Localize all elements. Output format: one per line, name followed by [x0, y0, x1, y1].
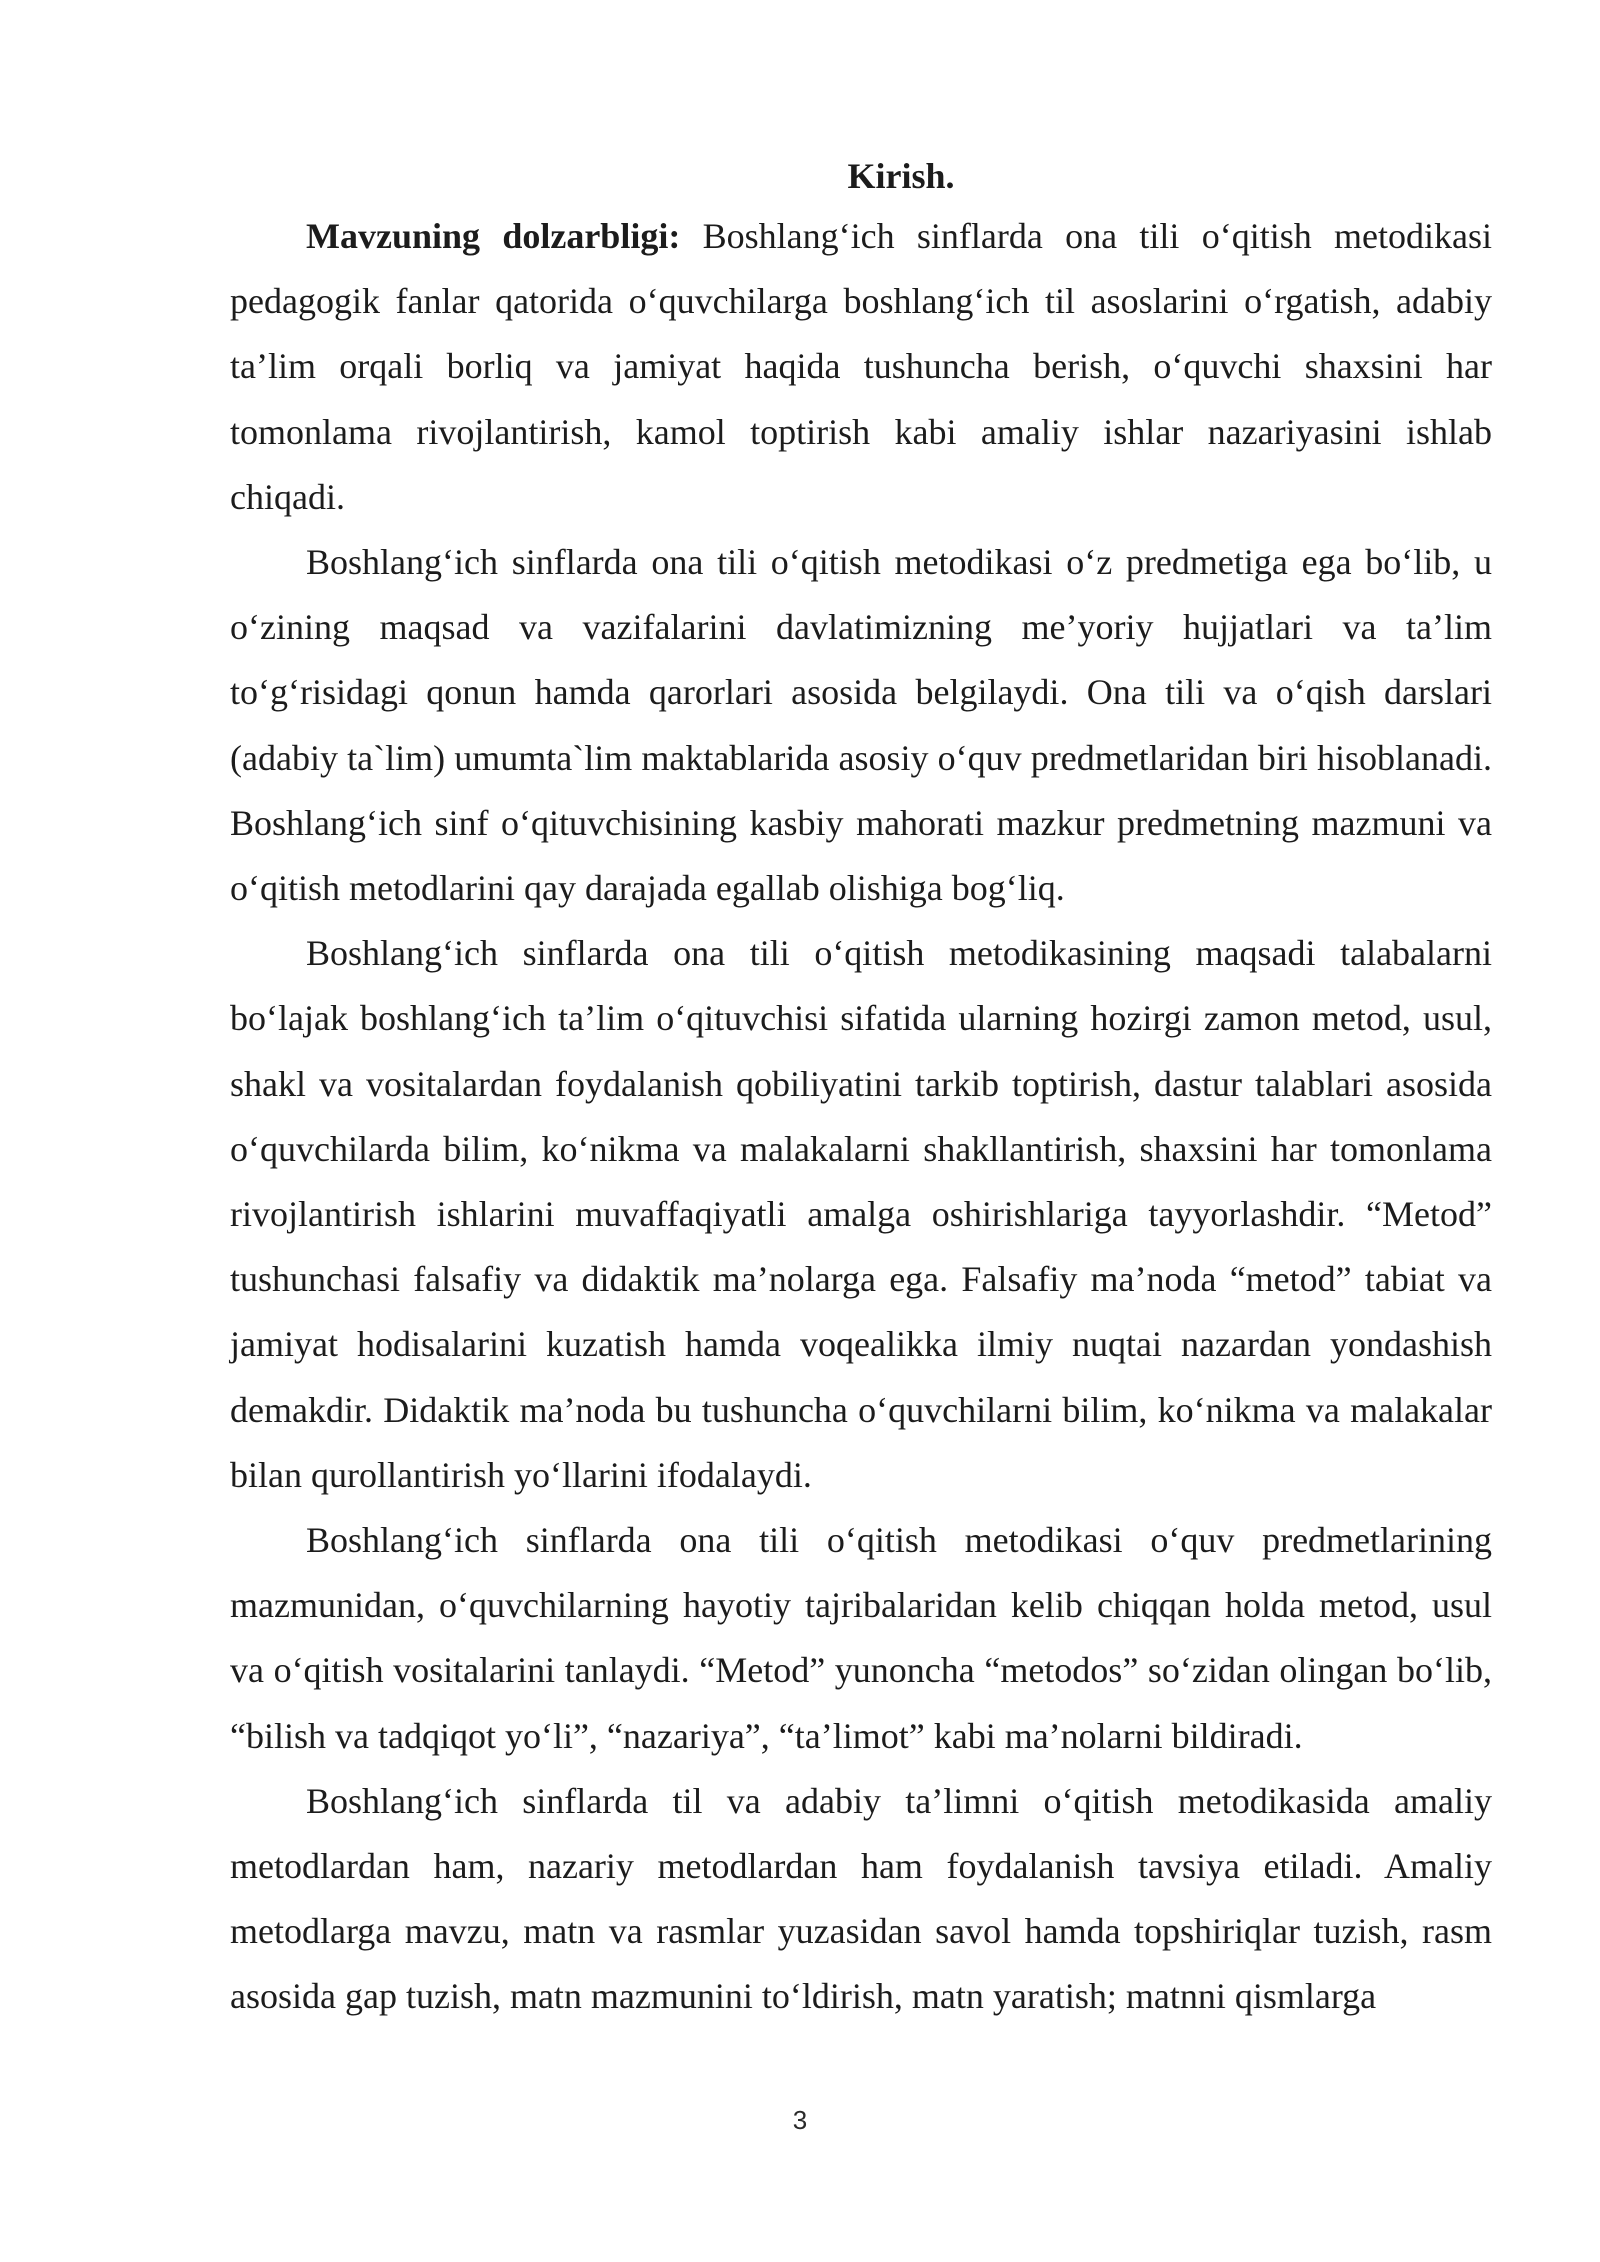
paragraph-practical-methods: Boshlang‘ich sinflarda til va adabiy ta’limni o‘qitish metodikasida amaliy metodlardan ham, nazariy metodlardan ham foydalanish tavsiya etiladi. Amaliy metodlarga mavzu, matn va rasmlar yuzasidan savol hamda topshiriqlar tuzish, rasm asosida gap tuzish, matn mazmunini to‘ldirish, matn yaratish; matnni qismlarga: [230, 1780, 1492, 2017]
paragraph-method: Boshlang‘ich sinflarda ona tili o‘qitish metodikasi o‘quv predmetlarining mazmunidan, o‘quvchilarning hayotiy tajribalaridan kelib chiqqan holda metod, usul va o‘qitish vositalarini tanlaydi. “Metod” yunoncha “metodos” so‘zidan olingan bo‘lib, “bilish va tadqiqot yo‘li”, “nazariya”, “ta’limot” kabi ma’nolarni bildiradi.: [230, 1520, 1492, 1756]
page-number: 3: [792, 2105, 808, 2135]
document-page: [230, 150, 1492, 2030]
paragraph-subject: Boshlang‘ich sinflarda ona tili o‘qitish metodikasi o‘z predmetiga ega bo‘lib, u o‘zining maqsad va vazifalarini davlatimizning me’yoriy hujjatlari va ta’lim to‘g‘risidagi qonun hamda qarorlari asosida belgilaydi. Ona tili va o‘qish darslari (adabiy ta`lim) umumta`lim maktablarida asosiy o‘quv predmetlaridan biri hisoblanadi. Boshlang‘ich sinf o‘qituvchisining kasbiy mahorati mazkur predmetning mazmuni va o‘qitish metodlarini qay darajada egallab olishiga bog‘liq.: [230, 542, 1492, 909]
paragraph-goal: Boshlang‘ich sinflarda ona tili o‘qitish metodikasining maqsadi talabalarni bo‘lajak boshlang‘ich ta’lim o‘qituvchisi sifatida ularning hozirgi zamon metod, usul, shakl va vositalardan foydalanish qobiliyatini tarkib toptirish, dastur talablari asosida o‘quvchilarda bilim, ko‘nikma va malakalarni shakllantirish, shaxsini har tomonlama rivojlantirish ishlarini muvaffaqiyatli amalga oshirishlariga tayyorlashdir. “Metod” tushunchasi falsafiy va didaktik ma’nolarga ega. Falsafiy ma’noda “metod” tabiat va jamiyat hodisalarini kuzatish hamda voqealikka ilmiy nuqtai nazardan yondashish demakdir. Didaktik ma’noda bu tushuncha o‘quvchilarni bilim, ko‘nikma va malakalar bilan qurollantirish yo‘llarini ifodalaydi.: [230, 933, 1492, 1495]
paragraph-text: Boshlang‘ich sinflarda ona tili o‘qitish metodikasi pedagogik fanlar qatorida o‘quvchilarga boshlang‘ich til asoslarini o‘rgatish, adabiy ta’lim orqali borliq va jamiyat haqida tushuncha berish, o‘quvchi shaxsini har tomonlama rivojlantirish, kamol toptirish kabi amaliy ishlar nazariyasini ishlab chiqadi.: [230, 216, 1492, 517]
paragraph-relevance: [230, 204, 1492, 530]
paragraph-lead: Mavzuning dolzarbligi:: [306, 216, 681, 256]
section-heading: Kirish.: [847, 156, 955, 196]
